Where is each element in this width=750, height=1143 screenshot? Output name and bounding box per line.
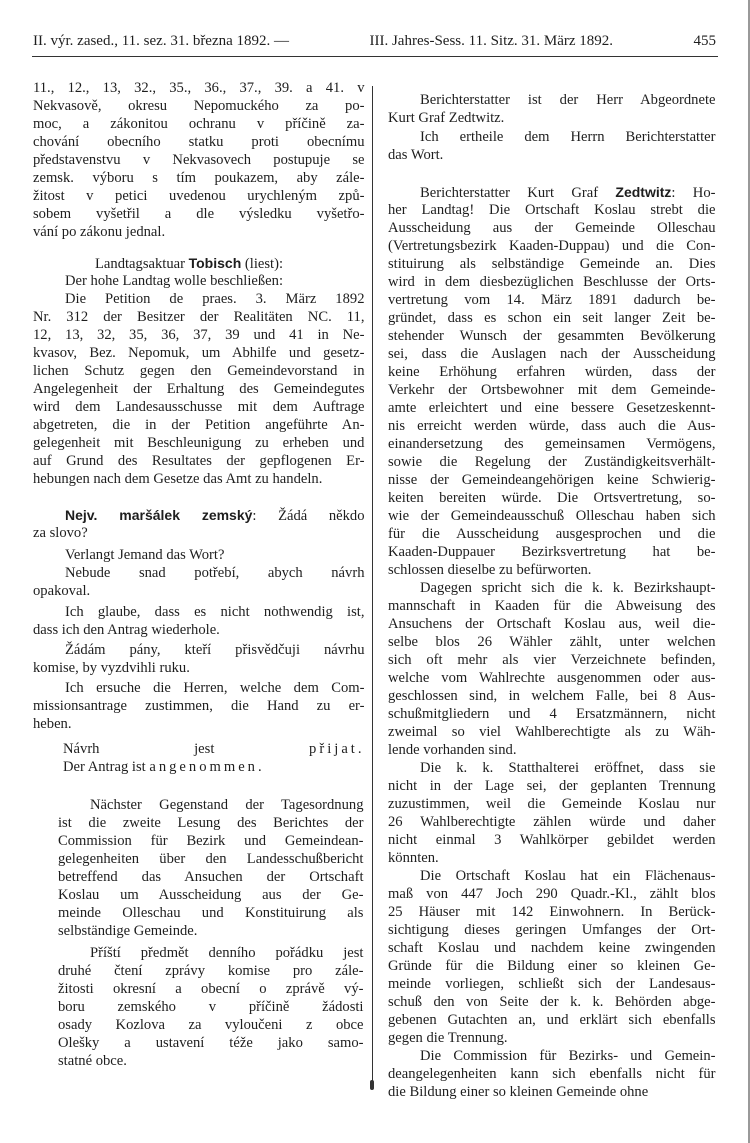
text-line <box>388 903 716 921</box>
text-line <box>58 998 364 1016</box>
text-line <box>388 849 716 867</box>
right-koslau-size <box>388 867 716 1047</box>
text-line-content: stehender Wunsch der gesammten Bevölkerung <box>388 328 716 344</box>
text-line <box>388 921 716 939</box>
page-number: 455 <box>693 33 716 49</box>
text-line-content: selbständige Gemeinde. <box>58 923 198 939</box>
text-line-content: schuß den von Seite der k. k. Behörden abge- <box>388 994 716 1010</box>
text-line <box>388 309 716 327</box>
text-line <box>388 183 716 201</box>
left-marshal-question <box>33 506 365 542</box>
text-line <box>388 489 716 507</box>
spaced-emphasis: angenommen. <box>149 759 265 775</box>
running-header <box>33 30 716 52</box>
text-line-content: Ausscheidung aus der Gemeinde Olleschau <box>388 220 716 236</box>
text-line <box>33 187 365 205</box>
text-line <box>388 831 716 849</box>
text-line <box>33 758 365 776</box>
text-line-content: Verlangt Jemand das Wort? <box>65 547 225 563</box>
text-line <box>388 345 716 363</box>
text-line-content: nisse der Gemeindeangehörigen keine Schwierig- <box>388 472 716 488</box>
text-line <box>388 417 716 435</box>
text-line <box>33 308 365 326</box>
speaker-name: Nejv. maršálek zemský <box>65 507 253 523</box>
text-segment: Der Antrag ist <box>63 759 150 775</box>
text-line <box>58 850 364 868</box>
text-line <box>33 290 365 308</box>
left-speaker-tobisch <box>33 254 365 272</box>
text-line <box>58 944 364 962</box>
text-line <box>33 470 365 488</box>
text-line <box>33 272 365 290</box>
text-line <box>388 687 716 705</box>
text-line-content: gelegenheit mit Beschleunigung zu erheben und <box>33 435 365 451</box>
text-line <box>388 885 716 903</box>
text-line-content: Dagegen spricht sich die k. k. Bezirkshaupt- <box>420 580 716 596</box>
text-line-content: heben. <box>33 716 72 732</box>
column-divider-end <box>370 1080 374 1090</box>
left-next-item-czech <box>58 944 364 1070</box>
left-vote-czech <box>33 641 365 677</box>
text-line-content: Berichterstatter ist der Herr Abgeordnete <box>420 92 716 108</box>
text-line-content: Die k. k. Statthalterei eröffnet, dass sie <box>420 760 716 776</box>
header-czech: II. výr. zased., 11. sez. 31. března 1892. — <box>33 33 290 49</box>
text-line-content: Ich glaube, dass es nicht nothwendig ist, <box>65 604 365 620</box>
text-line <box>33 115 365 133</box>
text-line <box>388 705 716 723</box>
text-line <box>33 506 365 524</box>
text-line-content: keiten bereiten würde. Die Ortsvertretung, so- <box>388 490 716 506</box>
text-line-content: Kurt Graf Zedtwitz. <box>388 110 505 126</box>
right-zedtwitz-report <box>388 183 716 579</box>
left-resolution-german <box>33 290 365 488</box>
text-line-content: žitost v petici uvedenou urychleným způ- <box>33 188 365 204</box>
text-line <box>33 344 365 362</box>
text-line <box>388 957 716 975</box>
text-line <box>388 471 716 489</box>
text-line-content: selbe blos 26 Wähler zählt, unter welchen <box>388 634 716 650</box>
text-line-content: boru zemského v příčině žádosti <box>58 999 364 1015</box>
left-marshal-question-german <box>33 546 365 564</box>
text-line <box>58 868 364 886</box>
text-line <box>388 507 716 525</box>
header-rule <box>32 56 718 57</box>
text-line-content: welche vom Wahlrechte ausgenommen oder aus- <box>388 670 716 686</box>
text-line-content: lichen Schutz gegen den Gemeindevorstand in <box>33 363 365 379</box>
text-line <box>388 91 716 109</box>
text-segment: Berichterstatter Kurt Graf <box>420 185 616 201</box>
text-line-content: geschlossen sind, in welchem Falle, bei 8 Aus- <box>388 688 716 704</box>
text-line-content: schußmitgliedern und 4 Ersatzmännern, nicht <box>388 706 716 722</box>
text-line-content <box>63 759 265 775</box>
text-line-content: Olešky a ustavení téže jako samo- <box>58 1035 364 1051</box>
text-line <box>33 151 365 169</box>
text-line-content: schlossen dieselbe zu befürworten. <box>388 562 592 578</box>
text-line <box>33 582 365 600</box>
text-line-content <box>95 256 283 272</box>
text-line-content: deangelegenheiten kann sich ebenfalls nicht für <box>388 1066 716 1082</box>
text-line <box>388 633 716 651</box>
right-district-objection <box>388 579 716 759</box>
text-line <box>58 1016 364 1034</box>
text-line-content: die Bildung einer so kleinen Gemeinde ohne <box>388 1084 649 1100</box>
text-line-content: Die Commission für Bezirks- und Gemein- <box>420 1048 716 1064</box>
text-line-content: Ansuchens der Ortschaft Koslau aus, weil die- <box>388 616 716 632</box>
text-line <box>33 380 365 398</box>
text-line-content: vertretung vom 14. März 1891 dadurch be- <box>388 292 716 308</box>
text-line <box>33 564 365 582</box>
text-line <box>388 579 716 597</box>
text-line <box>33 97 365 115</box>
text-line-content: missionsantrage zustimmen, die Hand zu er- <box>33 698 365 714</box>
text-line <box>388 146 716 164</box>
text-line-content: Ich ersuche die Herren, welche dem Com- <box>65 680 365 696</box>
text-line-content: Die Ortschaft Koslau hat ein Flächenaus- <box>420 868 716 884</box>
text-line <box>58 980 364 998</box>
text-line-content: gründet, dass es schon ein seit langer Zeit be- <box>388 310 716 326</box>
text-line-content: Koslau um Ausscheidung aus der Ge- <box>58 887 364 903</box>
text-segment: (liest): <box>241 256 283 272</box>
text-line <box>33 416 365 434</box>
text-line <box>58 1034 364 1052</box>
text-line-content: 11., 12., 13, 32., 35., 36., 37., 39. a 41. v <box>33 80 365 96</box>
text-line <box>58 796 364 814</box>
text-line <box>388 237 716 255</box>
text-line-content: meinde Olleschau und Konstituirung als <box>58 905 364 921</box>
right-commission-view <box>388 1047 716 1101</box>
text-line <box>58 832 364 850</box>
text-line-content: představenstvu v Nekvasovech postupuje se <box>33 152 365 168</box>
text-line-content: Kaaden-Duppauer Bezirksvertretung hat be- <box>388 544 716 560</box>
speaker-name: Tobisch <box>188 255 242 271</box>
text-line <box>388 939 716 957</box>
left-motion-accepted <box>33 740 365 776</box>
text-line <box>388 777 716 795</box>
speaker-name: Zedtwitz <box>615 184 672 200</box>
text-line-content: das Wort. <box>388 147 444 163</box>
text-line <box>33 546 365 564</box>
text-line-content: 12, 13, 32, 35, 36, 37, 39 und 41 in Ne- <box>33 327 365 343</box>
text-line <box>388 669 716 687</box>
text-line <box>388 795 716 813</box>
text-line <box>33 679 365 697</box>
text-line-content <box>420 185 716 201</box>
text-line-content: Nebude snad potřebí, abych návrh <box>65 565 365 581</box>
text-line <box>33 205 365 223</box>
text-line <box>33 740 365 758</box>
text-line-content: her Landtag! Die Ortschaft Koslau strebt die <box>388 202 716 218</box>
text-line-content: Příští předmět denního pořádku jest <box>90 945 364 961</box>
spaced-emphasis: přijat. <box>309 741 365 757</box>
text-line <box>388 867 716 885</box>
text-line <box>388 109 716 127</box>
text-line-content: za slovo? <box>33 525 88 541</box>
text-line-content: Nr. 312 der Besitzer der Realitäten NC. 11, <box>33 309 365 325</box>
text-line <box>58 962 364 980</box>
text-line-content: statné obce. <box>58 1053 127 1069</box>
text-line-content: auf Grund des Resultates der gepflogenen Er- <box>33 453 365 469</box>
left-resolution-intro <box>33 272 365 290</box>
text-line-content: meinde vorliegen, schließt sich der Landesaus- <box>388 976 716 992</box>
text-line-content: für die Ausscheidung ausgesprochen und die <box>388 526 716 542</box>
text-segment: : Žádá někdo <box>252 508 365 524</box>
text-line <box>58 1052 364 1070</box>
text-line-content: zuzustimmen, weil die Gemeinde Koslau nur <box>388 796 716 812</box>
text-line <box>388 651 716 669</box>
text-line-content: sich oft mehr als vier Verzeichnete befinden, <box>388 652 716 668</box>
text-segment: Návrh jest <box>63 741 310 757</box>
right-floor-given <box>388 128 716 164</box>
text-segment: : Ho- <box>671 185 716 201</box>
text-line <box>388 363 716 381</box>
column-divider <box>372 86 373 1089</box>
text-line-content: stituirung als selbständige Gemeinde an. Dies <box>388 256 716 272</box>
text-line-content: Die Petition de praes. 3. März 1892 <box>65 291 365 307</box>
text-line-content: wird in dem diesbezüglichen Beschlusse der Orts- <box>388 274 716 290</box>
left-repeat-german <box>33 603 365 639</box>
text-line <box>33 133 365 151</box>
text-line <box>58 886 364 904</box>
text-line-content: nis erreicht werden würde, dass auch die Aus- <box>388 418 716 434</box>
text-line <box>388 327 716 345</box>
text-line <box>58 922 364 940</box>
text-line-content: sei, dass die Auslagen nach der Ausscheidung <box>388 346 716 362</box>
text-line-content: nicht einmal 3 Wahlkörper gebildet werden <box>388 832 716 848</box>
text-line-content: Der hohe Landtag wolle beschließen: <box>65 273 284 289</box>
text-line-content: könnten. <box>388 850 439 866</box>
text-line <box>388 813 716 831</box>
text-line-content: Angelegenheit der Erhaltung des Gemeindegutes <box>33 381 365 397</box>
text-line <box>388 201 716 219</box>
text-line-content: vání po zákonu jednal. <box>33 224 166 240</box>
text-line <box>33 659 365 677</box>
text-line-content: abgetreten, die in der Petition angeführte An- <box>33 417 365 433</box>
text-line <box>33 641 365 659</box>
text-line-content: zemsk. výboru s tím poukazem, aby zále- <box>33 170 365 186</box>
text-line-content: keine Erhöhung erfahren würden, dass der <box>388 364 716 380</box>
text-line-content: Ich ertheile dem Herrn Berichterstatter <box>420 129 716 145</box>
left-vote-german <box>33 679 365 733</box>
text-line-content: moc, a zákonitou ochranu v příčině za- <box>33 116 365 132</box>
text-line <box>388 1065 716 1083</box>
left-repeat-czech <box>33 564 365 600</box>
text-line-content: wie der Gemeindeausschuß Olleschau haben sich <box>388 508 716 524</box>
text-line <box>388 993 716 1011</box>
text-line <box>33 326 365 344</box>
text-line <box>33 524 365 542</box>
text-line-content: dass ich den Antrag wiederhole. <box>33 622 220 638</box>
text-line <box>388 1047 716 1065</box>
text-line-content: (Vertretungsbezirk Kaaden-Duppau) und die Con- <box>388 238 716 254</box>
text-line-content: amte erleichtert und eine bessere Gesetzeskennt- <box>388 400 716 416</box>
right-statthalterei <box>388 759 716 867</box>
text-line-content: sobem vyšetřil a dle výsledku vyšetřo- <box>33 206 365 222</box>
text-line-content: Verkehr der Ortsbewohner mit dem Gemeinde- <box>388 382 716 398</box>
left-next-item-german <box>58 796 364 940</box>
text-segment: Landtagsaktuar <box>95 256 189 272</box>
text-line <box>388 291 716 309</box>
text-line-content: schaft Koslau und nachdem keine zwingenden <box>388 940 716 956</box>
text-line <box>58 904 364 922</box>
text-line-content: žitosti okresní a obecní o zprávě vý- <box>58 981 364 997</box>
header-german: III. Jahres-Sess. 11. Sitz. 31. März 1892. <box>369 33 614 49</box>
text-line <box>58 814 364 832</box>
text-line-content: 26 Wahlberechtigte zählen würde und daher <box>388 814 716 830</box>
text-line <box>33 452 365 470</box>
text-line-content: chování obecního statku proti obecnímu <box>33 134 365 150</box>
text-line-content: hebungen nach dem Gesetze das Amt zu handeln. <box>33 471 323 487</box>
text-line <box>388 561 716 579</box>
text-line <box>388 435 716 453</box>
text-line <box>388 1083 716 1101</box>
text-line-content: Nekvasově, okresu Nepomuckého za po- <box>33 98 365 114</box>
text-line <box>388 759 716 777</box>
text-line-content: betreffend das Ansuchen der Ortschaft <box>58 869 364 885</box>
text-line <box>33 223 365 241</box>
text-line <box>388 543 716 561</box>
text-line <box>388 723 716 741</box>
text-line-content: lende vorhanden sind. <box>388 742 517 758</box>
text-line <box>33 434 365 452</box>
text-line-content: sowie die Regelung der Zuständigkeitsverhält- <box>388 454 716 470</box>
text-line <box>33 254 365 272</box>
text-line-content: zweimal so viel Wahlberechtigte als zu Wäh- <box>388 724 716 740</box>
text-line-content: gelegenheiten über den Landesschußbericht <box>58 851 364 867</box>
text-line <box>388 128 716 146</box>
text-line-content: maß von 447 Joch 290 Quadr.-Kl., zählt blos <box>388 886 716 902</box>
text-line <box>388 219 716 237</box>
right-rapporteur-intro <box>388 91 716 127</box>
text-line-content: osady Kozlova za vyloučeni z obce <box>58 1017 364 1033</box>
text-line <box>388 741 716 759</box>
text-line <box>33 621 365 639</box>
text-line-content: komise, by vyzdvihli ruku. <box>33 660 190 676</box>
text-line <box>33 79 365 97</box>
text-line <box>388 525 716 543</box>
text-line <box>388 1029 716 1047</box>
text-line-content: druhé čtení zprávy komise pro zále- <box>58 963 364 979</box>
left-paragraph-petition-czech <box>33 79 365 241</box>
text-line <box>33 715 365 733</box>
text-line-content: kvasov, Bez. Nepomuk, um Abhilfe und gesetz- <box>33 345 365 361</box>
text-line <box>33 169 365 187</box>
text-line <box>33 398 365 416</box>
text-line <box>388 255 716 273</box>
text-line-content <box>65 508 365 524</box>
text-line-content: Commission für Bezirk und Gemeindean- <box>58 833 364 849</box>
text-line <box>388 615 716 633</box>
text-line-content: mannschaft in Kaaden für die Abweisung des <box>388 598 716 614</box>
text-line <box>33 362 365 380</box>
text-line-content: einandersetzung des gemeinsamen Vermögens, <box>388 436 716 452</box>
text-line <box>388 597 716 615</box>
text-line <box>388 975 716 993</box>
text-line-content: Gründe für die Bildung einer so kleinen Ge- <box>388 958 716 974</box>
text-line <box>388 1011 716 1029</box>
text-line-content: wird dem Landesausschusse mit dem Auftrage <box>33 399 365 415</box>
text-line <box>388 273 716 291</box>
text-line-content: ist die zweite Lesung des Berichtes der <box>58 815 364 831</box>
text-line <box>388 381 716 399</box>
text-line-content: nicht in der Lage sei, der geplanten Trennung <box>388 778 716 794</box>
text-line-content: opakoval. <box>33 583 91 599</box>
text-line <box>388 399 716 417</box>
text-line <box>388 453 716 471</box>
text-line <box>33 603 365 621</box>
text-line-content: gegen die Trennung. <box>388 1030 508 1046</box>
text-line-content: Nächster Gegenstand der Tagesordnung <box>90 797 364 813</box>
text-line-content: 25 Häuser mit 142 Einwohnern. In Berück- <box>388 904 716 920</box>
text-line-content: sichtigung dieses geringen Umfanges der Ort- <box>388 922 716 938</box>
text-line <box>33 697 365 715</box>
text-line-content: Žádám pány, kteří přisvědčuji návrhu <box>65 642 365 658</box>
text-line-content <box>63 741 365 757</box>
text-line-content: gebenen Gutachten an, und erklärt sich ebenfalls <box>388 1012 716 1028</box>
